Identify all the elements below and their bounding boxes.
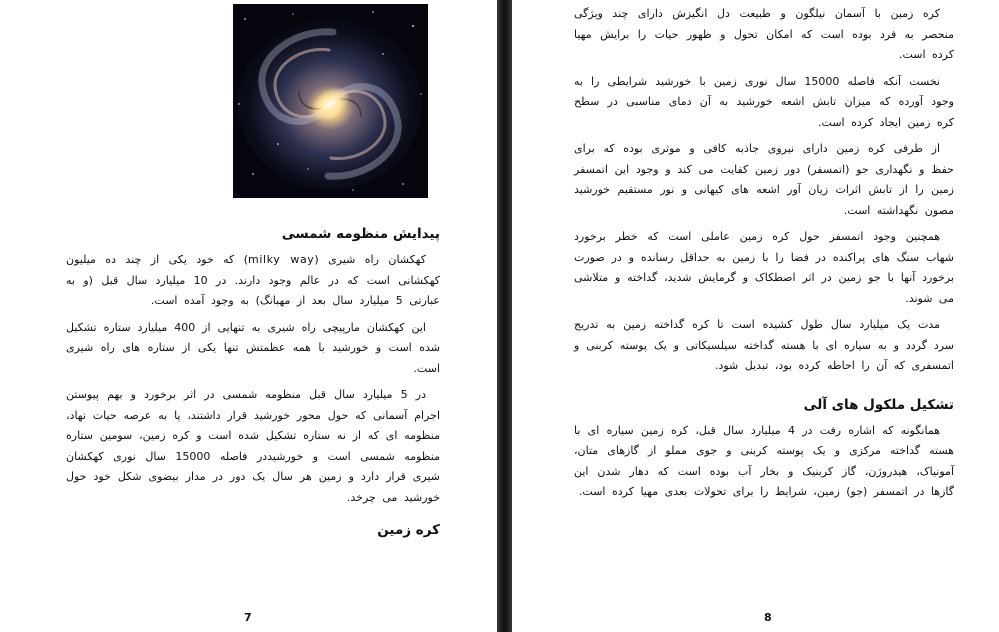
left-page	[0, 0, 497, 632]
paragraph-gravity-atmosphere: از طرفی کره زمین دارای نیروی جاذبه کافی و موثری بوده که برای حفظ و نگهداری جو (اتمسفر) دور زمین کفایت می کند و وجود این اتمسفر زمین را از تابش اثرات زیان آور اشعه های کیهانی و نور مستقیم خورشید مصون نگهداشته است.	[574, 142, 954, 217]
right-column	[574, 4, 954, 509]
paragraph-meteor-protection: همچنین وجود اتمسفر حول کره زمین عاملی است که خطر برخورد شهاب سنگ های پراکنده در فضا را با زمین به حداقل رسانده و در صورت برخورد آنها با جو زمین در اثر اصطکاک و گرمایش شدید، گداخته و متلاشی می شوند.	[574, 230, 954, 305]
right-page	[512, 0, 999, 632]
heading-earth: کره زمین	[377, 522, 440, 538]
paragraph-milky-way: کهکشان راه شیری (milky way) که خود یکی از چند ده میلیون کهکشانی است که در عالم وجود دارند. در 10 میلیارد سال قبل (و به عبارتی 5 میلیارد سال بعد از مهبانگ) به وجود آمده است.	[66, 253, 440, 307]
page-number-right: 8	[764, 611, 772, 624]
heading-solar-system-origin: پیدایش منظومه شمسی	[281, 226, 440, 242]
book-gutter	[497, 0, 512, 632]
page-number-left: 7	[244, 611, 252, 624]
paragraph-earth-features: کره زمین با آسمان نیلگون و طبیعت دل انگیزش دارای چند ویژگی منحصر به فرد بوده است که امکان تحول و ظهور حیات را برایش مهیا کرده است.	[574, 7, 954, 61]
paragraph-sun-distance: نخست آنکه فاصله 15000 سال نوری زمین با خورشید شرایطی را به وجود آورده که میزان تابش اشعه خورشید به آن دمای مناسبی در سطح کره زمین ایجاد کرده است.	[574, 74, 954, 129]
paragraph-cooling: مدت یک میلیارد سال طول کشیده است تا کره گداخته زمین به تدریج سرد گردد و به سیاره ای با هسته گداخته سیلسیکاتی و یک پوسته کربنی و اتمسفری که آن را احاطه کرده بود، تبدیل شود.	[574, 318, 954, 372]
left-column	[66, 224, 440, 546]
paragraph-spiral-galaxy: این کهکشان مارپیچی راه شیری به تنهایی از 400 میلیارد ستاره تشکیل شده است و خورشید با همه عظمتش تنها یکی از ستاره های راه شیری است.	[66, 320, 440, 375]
heading-organic-molecules: تشکیل ملکول های آلی	[803, 396, 954, 413]
galaxy-image	[233, 4, 428, 198]
paragraph-solar-system: در 5 میلیارد سال قبل منظومه شمسی در اثر برخورد و بهم پیوستن اجرام آسمانی که حول محور خورشید قرار داشتند، پا به عرصه حیات نهاد، منظومه ای که از نه ستاره تشکیل شده است و کره زمین، سومین ستاره منظومه شمسی است و خورشیددر فاصله 15000 سال نوری کهکشان شیری قرار دارد و زمین هر سال یک دور در مدار بیضوی شکل خود حول خورشید می چرخد.	[66, 388, 441, 504]
paragraph-organic-molecules: همانگونه که اشاره رفت در 4 میلیارد سال قبل، کره زمین سیاره ای با هسته گداخته مرکزی و یک پوسته کربنی و جوی مملو از گازهای متان، آمونیاک، هیدروژن، گاز کربنیک و بخار آب بوده است که دهار شدن این گازها در اتمسفر (جو) زمین، شرایط را برای تحولات بعدی مهیا کرده است.	[574, 423, 954, 498]
